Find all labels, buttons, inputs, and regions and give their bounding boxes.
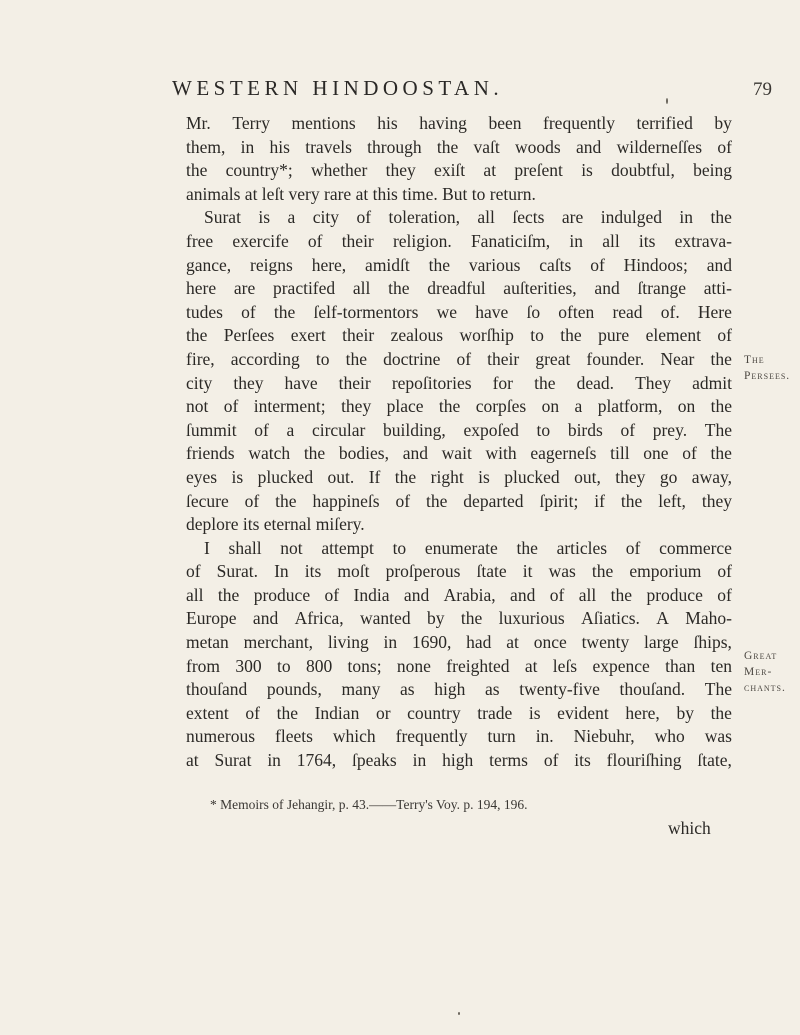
page-number: 79 — [753, 79, 772, 100]
margin-note-persees: The Persees. — [744, 354, 791, 382]
text-line: at Surat in 1764, ſpeaks in high terms of its flouriſhing ſtate, — [186, 750, 732, 771]
page-header — [172, 76, 772, 112]
margin-note-merchants — [744, 648, 800, 696]
text-line: I shall not attempt to enumerate the articles of commerce — [204, 537, 732, 558]
text-line: the country*; whether they exiſt at preſent is doubtful, being — [186, 160, 732, 181]
running-head: WESTERN HINDOOSTAN. — [172, 76, 504, 100]
text-line: gance, reigns here, amidſt the various caſts of Hindoos; and — [186, 254, 732, 275]
text-line: the Perſees exert their zealous worſhip to the pure element of — [186, 325, 732, 346]
margin-note-line: chants. — [744, 682, 786, 694]
text-line: numerous fleets which frequently turn in. Niebuhr, who was — [186, 726, 732, 747]
text-line: tudes of the ſelf-tormentors we have ſo often read of. Here — [186, 301, 732, 322]
paper-speck — [458, 1012, 460, 1015]
text-line: Surat is a city of toleration, all ſects are indulged in the — [204, 207, 732, 228]
text-line: city they have their repoſitories for the dead. They admit — [186, 372, 732, 393]
paper-speck — [666, 98, 668, 104]
text-line: free exercife of their religion. Fanaticiſm, in all its extrava- — [186, 230, 732, 251]
text-line: Mr. Terry mentions his having been frequently terrified by — [186, 113, 732, 133]
text-line: friends watch the bodies, and wait with eagerneſs till one of the — [186, 443, 732, 464]
margin-note-line: Great Mer- — [744, 650, 778, 678]
text-line: eyes is plucked out. If the right is plucked out, they go away, — [186, 466, 732, 487]
text-line: not of interment; they place the corpſes on a platform, on the — [186, 396, 732, 417]
text-line: ſummit of a circular building, expoſed to birds of prey. The — [186, 419, 732, 440]
text-line: from 300 to 800 tons; none freighted at leſs expence than ten — [186, 655, 732, 676]
text-line: Europe and Africa, wanted by the luxurious Aſiatics. A Maho- — [186, 608, 732, 629]
text-line: extent of the Indian or country trade is evident here, by the — [186, 702, 732, 723]
text-line: ſecure of the happineſs of the departed ſpirit; if the left, they — [186, 490, 732, 511]
text-line: thouſand pounds, many as high as twenty-five thouſand. The — [186, 679, 732, 700]
text-line: deplore its eternal miſery. — [186, 514, 365, 535]
text-line: metan merchant, living in 1690, had at once twenty large ſhips, — [186, 632, 732, 653]
text-line: of Surat. In its moſt proſperous ſtate it was the emporium of — [186, 561, 732, 582]
text-line: here are practifed all the dreadful auſterities, and ſtrange atti- — [186, 278, 732, 299]
footnote: * Memoirs of Jehangir, p. 43.——Terry's Voy. p. 194, 196. — [210, 797, 528, 812]
text-line: animals at leſt very rare at this time. But to return. — [186, 183, 536, 204]
text-line: all the produce of India and Arabia, and of all the produce of — [186, 584, 732, 605]
text-line: fire, according to the doctrine of their great founder. Near the — [186, 348, 732, 369]
body-text — [186, 112, 732, 773]
catchword: which — [668, 818, 711, 838]
text-line: them, in his travels through the vaſt woods and wilderneſſes of — [186, 136, 732, 157]
